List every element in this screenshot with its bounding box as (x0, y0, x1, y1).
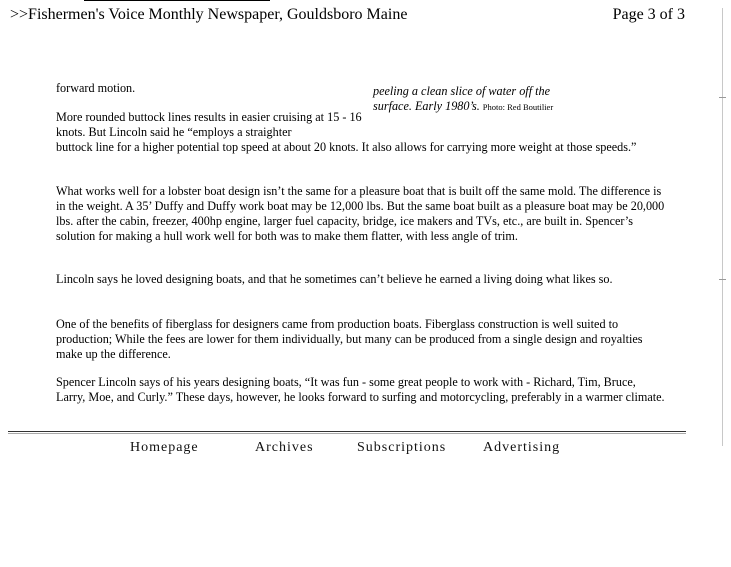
nav-link-homepage[interactable]: Homepage (130, 440, 199, 455)
right-margin-rule (722, 8, 723, 446)
paragraph-buttock-lines-end: buttock line for a higher potential top speed at about 20 knots. It also allows for carrying more weight at those speeds.” (56, 140, 637, 154)
footer-divider-shadow (8, 433, 686, 434)
photo-credit: Photo: Red Boutilier (482, 102, 554, 112)
photo-caption-text: peeling a clean slice of water off the surface. Early 1980’s. (373, 84, 551, 113)
paragraph-years-designing: Spencer Lincoln says of his years designing boats, “It was fun - some great people to work with - Richard, Tim, Bruce, Larry, Moe, and Curly.” These days, however, he looks forward to surfing and motorcycling, preferably in a warmer climate. (56, 375, 665, 404)
nav-link-advertising[interactable]: Advertising (483, 440, 561, 455)
footer-divider (8, 431, 686, 432)
top-rule (84, 0, 270, 1)
paragraph-loved-designing: Lincoln says he loved designing boats, and that he sometimes can’t believe he earned a living doing what likes so. (56, 272, 613, 286)
photo-caption (373, 84, 588, 115)
paragraph-forward-motion: forward motion. (56, 81, 136, 95)
paragraph-fiberglass-benefits: One of the benefits of fiberglass for designers came from production boats. Fiberglass construction is well suited to production; While the fees are lower for them individually, but many can be produced from a single design and royalties make up the difference. (56, 317, 643, 361)
margin-tick (719, 97, 726, 98)
page-number: Page 3 of 3 (612, 6, 685, 23)
paragraph-buttock-lines-start: More rounded buttock lines results in easier cruising at 15 - 16 knots. But Lincoln said he “employs a straighter (56, 110, 362, 139)
nav-link-subscriptions[interactable]: Subscriptions (357, 440, 447, 455)
nav-link-archives[interactable]: Archives (255, 440, 314, 455)
paragraph-lobster-vs-pleasure: What works well for a lobster boat design isn’t the same for a pleasure boat that is built off the same mold. The difference is in the weight. A 35’ Duffy and Duffy work boat may be 12,000 lbs. But the same boat built as a pleasure boat may be 20,000 lbs. after the cabin, freezer, 400hp engine, larger fuel capacity, bridge, ice makers and TVs, etc., are built in. Spencer’s solution for making a hull work well for both was to make them flatter, with less angle of trim. (56, 184, 665, 243)
page-header-title: >>Fishermen's Voice Monthly Newspaper, Gouldsboro Maine (10, 6, 408, 23)
margin-tick (719, 279, 726, 280)
